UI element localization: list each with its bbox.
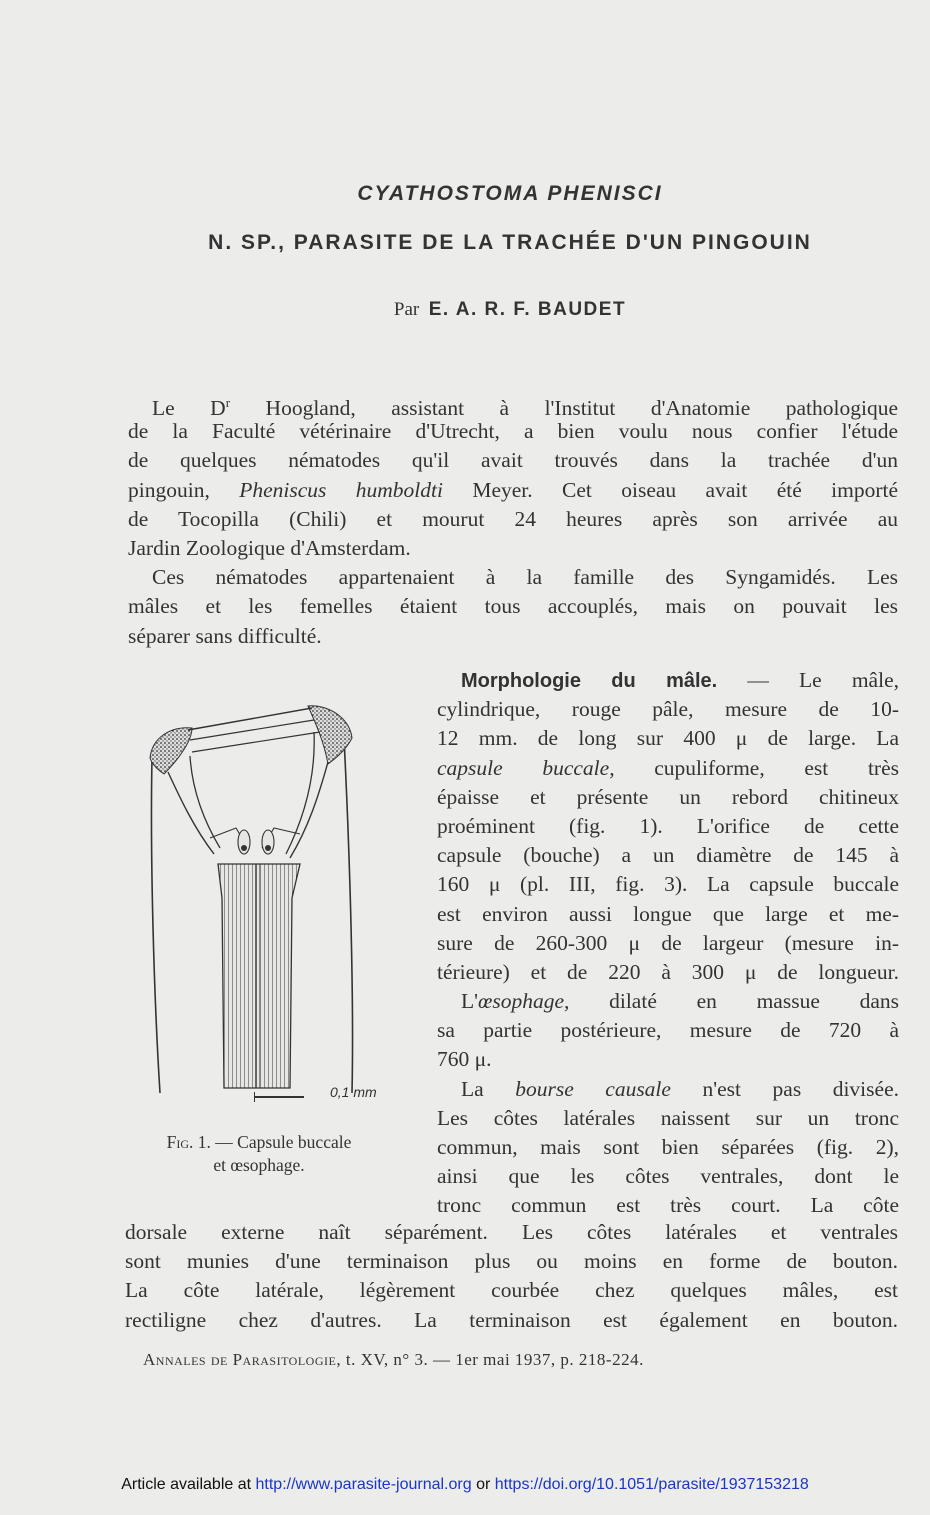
text-line: La bourse causale n'est pas divisée. <box>461 1076 899 1101</box>
text-line: Les côtes latérales naissent sur un tronc <box>437 1105 899 1130</box>
author-line <box>0 299 930 321</box>
figure-1-drawing <box>140 698 360 1100</box>
text-line: térieure) et de 220 à 300 μ de longueur. <box>437 959 899 984</box>
text-line: 12 mm. de long sur 400 μ de large. La <box>437 726 899 751</box>
text-line: capsule (bouche) a un diamètre de 145 à <box>437 843 899 868</box>
doi-link[interactable]: https://doi.org/10.1051/parasite/1937153218 <box>494 1476 809 1493</box>
text-line: tronc commun est très court. La côte <box>437 1193 899 1218</box>
section-heading: Morphologie du mâle. <box>461 670 718 692</box>
text-line: Le $D^r$ Hoogland, assistant à l'Institut d'Anatomie pathologique <box>152 395 899 421</box>
text-line: cylindrique, rouge pâle, mesure de 10- <box>437 697 899 722</box>
text-line: Ces nématodes appartenaient à la famille des Syngamidés. Les <box>152 565 898 590</box>
journal-reference <box>143 1350 644 1370</box>
caption-line-2: et œsophage. <box>213 1155 305 1175</box>
text-line: Morphologie du mâle. — Le mâle, <box>461 668 899 692</box>
text-line: commun, mais sont bien séparées (fig. 2), <box>437 1135 899 1159</box>
text-line: de quelques nématodes qu'il avait trouvés dans la trachée d'un <box>128 448 898 473</box>
figure-caption: Fig. 1. — Capsule buccale et œsophage. <box>166 1132 352 1175</box>
caption-fig-number: Fig. 1. <box>166 1132 211 1152</box>
text-line: de la Faculté vétérinaire d'Utrecht, a bien voulu nous confier l'étude <box>128 419 898 444</box>
intro-paragraph <box>128 388 898 651</box>
text-line: L'œsophage, dilaté en massue dans <box>461 989 899 1014</box>
text-line: pingouin, Pheniscus humboldti Meyer. Cet oiseau avait été importé <box>128 477 898 502</box>
text-line: de Tocopilla (Chili) et mourut 24 heures après son arrivée au <box>128 506 898 531</box>
title-line-1: CYATHOSTOMA PHENISCI <box>357 182 663 205</box>
journal-ref-details: , t. XV, n° 3. — 1er mai 1937, p. 218-224. <box>336 1350 644 1369</box>
text-line: La côte latérale, légèrement courbée chez quelques mâles, est <box>125 1278 898 1303</box>
tail-paragraph <box>125 1218 898 1335</box>
text-line: mâles et les femelles étaient tous accouplés, mais on pouvait les <box>128 594 898 619</box>
scale-label: 0,1 mm <box>330 1084 377 1100</box>
scale-bar-tick-left <box>254 1092 255 1102</box>
text-line: rectiligne chez d'autres. La terminaison est également en bouton. <box>125 1307 898 1332</box>
author-name: E. A. R. F. BAUDET <box>428 299 627 320</box>
text-line: proéminent (fig. 1). L'orifice de cette <box>437 813 899 838</box>
text-line: capsule buccale, cupuliforme, est très <box>437 755 899 780</box>
scale-bar <box>254 1096 304 1098</box>
text-line: est environ aussi longue que large et me- <box>437 901 899 926</box>
author-prefix: Par <box>393 299 420 320</box>
title-line-2: N. SP., PARASITE DE LA TRACHÉE D'UN PINGOUIN <box>208 231 812 254</box>
text-line: dorsale externe naît séparément. Les côtes latérales et ventrales <box>125 1220 898 1244</box>
text-line: sa partie postérieure, mesure de 720 à <box>437 1018 899 1043</box>
text-line: 160 μ (pl. III, fig. 3). La capsule buccale <box>437 872 899 897</box>
morphology-paragraph <box>437 666 899 1221</box>
text-line: épaisse et présente un rebord chitineux <box>437 784 899 809</box>
article-availability-note: Article available at http://www.parasite-journal.org or https://doi.org/10.1051/parasite/1937153218 <box>121 1476 809 1493</box>
text-line: 760 μ. <box>437 1047 492 1072</box>
text-line: sont munies d'une terminaison plus ou moins en forme de bouton. <box>125 1249 898 1274</box>
text-line: sure de 260-300 μ de largeur (mesure in- <box>437 930 899 955</box>
journal-name: Annales de Parasitologie <box>143 1350 337 1369</box>
journal-link[interactable]: http://www.parasite-journal.org <box>255 1476 472 1493</box>
text-line: Jardin Zoologique d'Amsterdam. <box>128 535 411 560</box>
text-line: séparer sans difficulté. <box>128 623 322 648</box>
text-line: ainsi que les côtes ventrales, dont le <box>437 1164 899 1189</box>
